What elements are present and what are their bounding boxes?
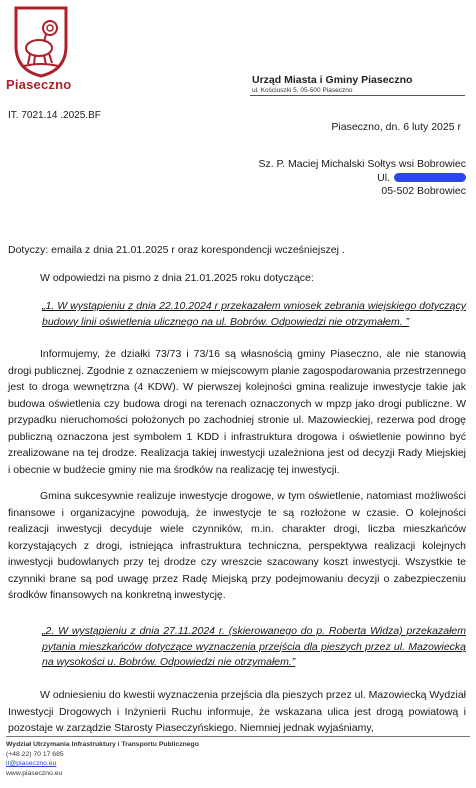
recipient-line-2: [258, 172, 466, 186]
body-paragraph-1: Informujemy, że działki 73/73 i 73/16 są własnością gminy Piaseczno, ale nie stanowią drogi publicznej. Zgodnie z oznaczeniem w miejscowym planie zagospodarowania przestrzennego jest to droga wewnętrzna (4 KDW). W pierwszej kolejności gmina realizuje inwestycje takie jak budowa oświetlenia czy budowa drogi na terenach oznaczonych w mpzp jako drogi publiczne. W przypadku nieruchomości położonych po zachodniej stronie ul. Mazowieckiej, rezerwa pod drogę publiczną oznaczona jest symbolem 1 KDD i infrastruktura drogowa i oświetlenie powinno być zrealizowane na tej drodze. Realizacja takiej inwestycji uzależniona jest od decyzji Rady Miejskiej i obecnie w budżecie gminy nie ma środków na realizację tej inwestycji.: [8, 348, 466, 476]
ram-crest-icon: [6, 4, 76, 80]
recipient-line-3: 05-502 Bobrowiec: [381, 185, 466, 197]
footer-divider: [6, 736, 470, 737]
footer-phone: (+48 22) 70 17 685: [6, 750, 64, 758]
body-paragraph-2: Gmina sukcesywnie realizuje inwestycje drogowe, w tym oświetlenie, natomiast możliwości finansowe i organizacyjne powodują, że inwestycje te są rozłożone w czasie. O kolejności realizacji inwestycji decyduje wiele czynników, m.in. charakter drogi, liczba mieszkańców korzystających z drogi, istniejąca infrastruktura techniczna, perspektywa realizacji kolejnych inwestycji budowlanych przy tej drodze czy wreszcie szacowany koszt inwestycji. Wszystkie te czynniki brane są pod uwagę przez Radę Miejską przy podejmowaniu decyzji o zabezpieczeniu środków finansowych na konkretną inwestycję.: [8, 490, 466, 601]
street-prefix: Ul.: [377, 171, 390, 184]
recipient-address: [258, 158, 466, 199]
reference-number: IT. 7021.14 .2025.BF: [8, 110, 101, 121]
office-address: ul. Kościuszki 5, 05-500 Piaseczno: [252, 87, 353, 94]
header-divider: [250, 95, 465, 96]
subject-line: Dotyczy: emaila z dnia 21.01.2025 r oraz korespondencji wcześniejszej .: [8, 244, 345, 256]
body-paragraph-3: W odniesieniu do kwestii wyznaczenia przejścia dla pieszych przez ul. Mazowiecką Wydział Inwestycji Drogowych i Inżynierii Ruchu informuje, że wskazana ulica jest drogą powiatową i pozostaje w zarządzie Starosty Piaseczyńskiego. Niemniej jednak wyjaśniamy,: [8, 689, 466, 734]
footer-department: Wydział Utrzymania Infrastruktury i Transportu Publicznego: [6, 741, 199, 748]
footer-email-link[interactable]: it@piaseczno.eu: [6, 760, 57, 767]
quoted-request-1: „1. W wystąpieniu z dnia 22.10.2024 r przekazałem wniosek zebrania wiejskiego dotyczący budowy linii oświetlenia ulicznego na ul. Bobrów. Odpowiedzi nie otrzymałem. ”: [42, 300, 466, 328]
municipality-name: Piaseczno: [6, 77, 72, 92]
redaction-mark: [394, 173, 466, 182]
recipient-line-1: Sz. P. Maciej Michalski Sołtys wsi Bobrowiec: [258, 158, 466, 170]
quoted-request-2: „2. W wystąpieniu z dnia 27.11.2024 r. (skierowanego do p. Roberta Widza) przekazałem pytania mieszkańców dotyczące wyznaczenia przejścia dla pieszych przez ul. Mazowiecką na wysokości u. Bobrów. Odpowiedzi nie otrzymałem.”: [42, 625, 466, 668]
letter-date: Piaseczno, dn. 6 luty 2025 r: [331, 121, 461, 133]
office-name: Urząd Miasta i Gminy Piaseczno: [252, 74, 413, 86]
footer: [6, 740, 199, 778]
intro-line: W odpowiedzi na pismo z dnia 21.01.2025 roku dotyczące:: [40, 272, 314, 284]
footer-website[interactable]: www.piaseczno.eu: [6, 769, 63, 777]
